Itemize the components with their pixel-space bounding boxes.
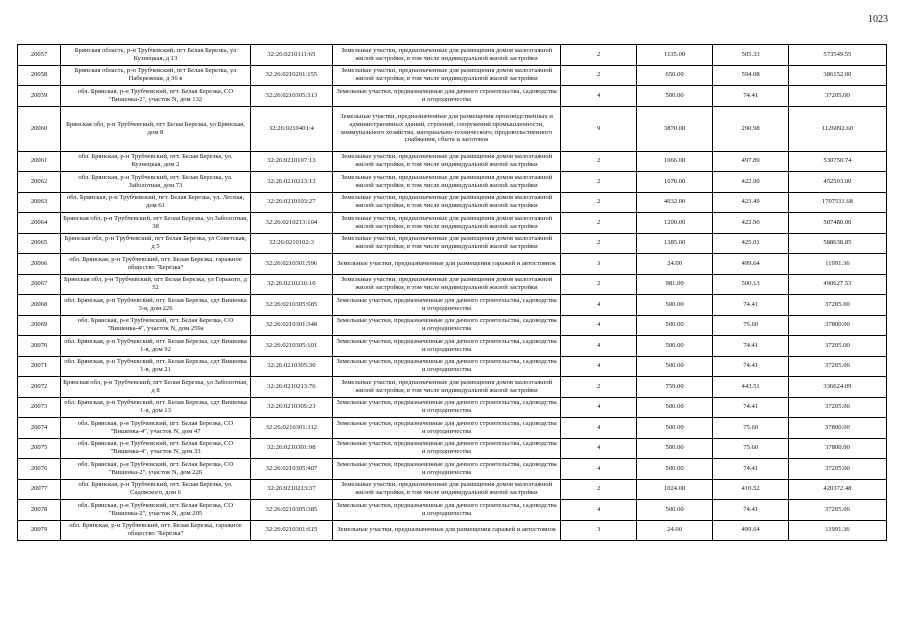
specific-value-cell: 75.60 (713, 438, 788, 459)
address-cell: Брянская обл, р-н Трубчевский, пгт Белая Березка, ул Советская, д 5 (61, 233, 251, 254)
use-group-cell: 2 (561, 479, 636, 500)
cadastral-value-cell: 11991.36 (788, 254, 886, 275)
specific-value-cell: 74.41 (713, 397, 788, 418)
row-number-cell: 20064 (18, 213, 61, 234)
cadastral-value-cell: 37800.00 (788, 418, 886, 439)
address-cell: обл. Брянская, р-н Трубчевский, пгт. Белая Березка, СО "Вишенка-4", участок N, дом 33 (61, 438, 251, 459)
use-group-cell: 3 (561, 520, 636, 541)
specific-value-cell: 75.60 (713, 418, 788, 439)
cadastral-number-cell: 32:26:0210305:385 (250, 500, 332, 521)
land-use-cell: Земельные участки, предназначенные для дачного строительства, садоводства и огородничества (332, 500, 561, 521)
table-row (18, 356, 887, 377)
use-group-cell: 2 (561, 172, 636, 193)
address-cell: обл. Брянская, р-н Трубчевский, пгт. Белая Березка, СО "Вишенка-2", участок N, дом 226 (61, 459, 251, 480)
address-cell: обл. Брянская, р-н Трубчевский, пгт. Белая Березка, СО "Вишенка-2", участок N, дом 205 (61, 500, 251, 521)
land-use-cell: Земельные участки, предназначенные для дачного строительства, садоводства и огородничества (332, 315, 561, 336)
use-group-cell: 2 (561, 151, 636, 172)
specific-value-cell: 497.89 (713, 151, 788, 172)
area-cell: 500.00 (636, 418, 713, 439)
land-use-cell: Земельные участки, предназначенные для размещения домов малоэтажной жилой застройки, в том числе индивидуальной жилой застройки (332, 233, 561, 254)
specific-value-cell: 425.01 (713, 233, 788, 254)
specific-value-cell: 410.52 (713, 479, 788, 500)
land-use-cell: Земельные участки, предназначенные для размещения домов малоэтажной жилой застройки, в том числе индивидуальной жилой застройки (332, 151, 561, 172)
use-group-cell: 4 (561, 315, 636, 336)
use-group-cell: 3 (561, 254, 636, 275)
area-cell: 24.00 (636, 254, 713, 275)
area-cell: 500.00 (636, 356, 713, 377)
area-cell: 500.00 (636, 500, 713, 521)
row-number-cell: 20061 (18, 151, 61, 172)
use-group-cell: 4 (561, 418, 636, 439)
address-cell: обл. Брянская, р-н Трубчевский, пгт. Белая Березка, сдт Вишенка 1-я, дом 92 (61, 336, 251, 357)
land-use-cell: Земельные участки, предназначенные для дачного строительства, садоводства и огородничества (332, 418, 561, 439)
row-number-cell: 20068 (18, 295, 61, 316)
land-use-cell: Земельные участки, предназначенные для размещения домов малоэтажной жилой застройки, в том числе индивидуальной жилой застройки (332, 479, 561, 500)
address-cell: обл. Брянская, р-н Трубчевский, пгт. Белая Березка, ул. Заболотная, дом 73 (61, 172, 251, 193)
cadastral-value-cell: 336624.09 (788, 377, 886, 398)
table-row (18, 192, 887, 213)
cadastral-value-cell: 530750.74 (788, 151, 886, 172)
specific-value-cell: 422.90 (713, 213, 788, 234)
table-row (18, 233, 887, 254)
table-body (18, 45, 887, 541)
specific-value-cell: 74.41 (713, 86, 788, 107)
use-group-cell: 2 (561, 192, 636, 213)
row-number-cell: 20058 (18, 65, 61, 86)
land-use-cell: Земельные участки, предназначенные для размещения производственных и административных зданий, строений, сооружений промышленности, коммунального хозяйства, материально-технического, продовольственного снабжения, сбыта и заготовок (332, 106, 561, 151)
address-cell: обл. Брянская, р-н Трубчевский, пгт. Белая Березка, сдт Вишенка 1-я, дом 13 (61, 397, 251, 418)
table-row (18, 106, 887, 151)
use-group-cell: 2 (561, 213, 636, 234)
land-use-cell: Земельные участки, предназначенные для дачного строительства, садоводства и огородничества (332, 397, 561, 418)
area-cell: 500.00 (636, 86, 713, 107)
area-cell: 650.00 (636, 65, 713, 86)
cadastral-value-cell: 37205.00 (788, 336, 886, 357)
cadastral-value-cell: 37800.00 (788, 438, 886, 459)
specific-value-cell: 74.41 (713, 356, 788, 377)
use-group-cell: 4 (561, 295, 636, 316)
address-cell: обл. Брянская, р-н Трубчевский, пгт. Белая Березка, сдт Вишенка 1-я, дом 21 (61, 356, 251, 377)
area-cell: 500.00 (636, 336, 713, 357)
address-cell: обл. Брянская, р-н Трубчевский, пгт. Белая Березка, ул. Лесная, дом 61 (61, 192, 251, 213)
table-row (18, 315, 887, 336)
use-group-cell: 4 (561, 438, 636, 459)
row-number-cell: 20073 (18, 397, 61, 418)
specific-value-cell: 594.08 (713, 65, 788, 86)
specific-value-cell: 443.51 (713, 377, 788, 398)
table-row (18, 377, 887, 398)
use-group-cell: 4 (561, 500, 636, 521)
use-group-cell: 4 (561, 336, 636, 357)
address-cell: Брянская обл, р-н Трубчевский, пгт Белая Березка, ул Брянская, дом 8 (61, 106, 251, 151)
area-cell: 24.00 (636, 520, 713, 541)
address-cell: обл. Брянская, р-н Трубчевский, пгт. Белая Березка, гаражное общество "Берёзка" (61, 254, 251, 275)
row-number-cell: 20076 (18, 459, 61, 480)
specific-value-cell: 74.41 (713, 500, 788, 521)
cadastral-value-table (17, 44, 887, 541)
area-cell: 500.00 (636, 295, 713, 316)
table-row (18, 397, 887, 418)
cadastral-value-cell: 573549.55 (788, 45, 886, 66)
land-use-cell: Земельные участки, предназначенные для дачного строительства, садоводства и огородничества (332, 356, 561, 377)
area-cell: 3870.00 (636, 106, 713, 151)
table-row (18, 172, 887, 193)
cadastral-value-cell: 11991.36 (788, 520, 886, 541)
cadastral-number-cell: 32:26:0210305:685 (250, 295, 332, 316)
cadastral-number-cell: 32:26:0210305:101 (250, 336, 332, 357)
row-number-cell: 20063 (18, 192, 61, 213)
cadastral-number-cell: 32:26:0210301:112 (250, 418, 332, 439)
use-group-cell: 2 (561, 65, 636, 86)
row-number-cell: 20057 (18, 45, 61, 66)
row-number-cell: 20079 (18, 520, 61, 541)
cadastral-number-cell: 32:26:0210201:155 (250, 65, 332, 86)
cadastral-number-cell: 32:26:0210213:76 (250, 377, 332, 398)
cadastral-value-cell: 1126092.60 (788, 106, 886, 151)
cadastral-number-cell: 32:26:0210103:27 (250, 192, 332, 213)
land-use-cell: Земельные участки, предназначенные для размещения домов малоэтажной жилой застройки, в том числе индивидуальной жилой застройки (332, 377, 561, 398)
cadastral-number-cell: 32:26:0210301:98 (250, 438, 332, 459)
table-row (18, 295, 887, 316)
row-number-cell: 20069 (18, 315, 61, 336)
table-row (18, 336, 887, 357)
table-row (18, 520, 887, 541)
table-row (18, 418, 887, 439)
area-cell: 500.00 (636, 438, 713, 459)
cadastral-value-cell: 37800.00 (788, 315, 886, 336)
use-group-cell: 4 (561, 356, 636, 377)
cadastral-number-cell: 32:26:0210216:10 (250, 274, 332, 295)
row-number-cell: 20075 (18, 438, 61, 459)
address-cell: обл. Брянская, р-н Трубчевский, пгт. Белая Березка, СО "Вишенка-4", участок N, дом 259а (61, 315, 251, 336)
row-number-cell: 20078 (18, 500, 61, 521)
cadastral-value-cell: 1707511.68 (788, 192, 886, 213)
use-group-cell: 2 (561, 274, 636, 295)
cadastral-number-cell: 32:26:0210301:596 (250, 254, 332, 275)
use-group-cell: 2 (561, 377, 636, 398)
land-use-cell: Земельные участки, предназначенные для размещения домов малоэтажной жилой застройки, в том числе индивидуальной жилой застройки (332, 213, 561, 234)
area-cell: 1200.00 (636, 213, 713, 234)
table-row (18, 65, 887, 86)
row-number-cell: 20072 (18, 377, 61, 398)
specific-value-cell: 74.41 (713, 459, 788, 480)
address-cell: обл. Брянская, р-н Трубчевский, пгт. Белая Березка, СО "Вишенка-4", участок N, дом 47 (61, 418, 251, 439)
cadastral-number-cell: 32:26:0210305:407 (250, 459, 332, 480)
table-row (18, 254, 887, 275)
specific-value-cell: 499.64 (713, 254, 788, 275)
row-number-cell: 20059 (18, 86, 61, 107)
area-cell: 1070.00 (636, 172, 713, 193)
area-cell: 981.00 (636, 274, 713, 295)
cadastral-value-cell: 507480.00 (788, 213, 886, 234)
row-number-cell: 20062 (18, 172, 61, 193)
table-row (18, 86, 887, 107)
address-cell: обл. Брянская, р-н Трубчевский, пгт. Белая Березка, ул. Садовского, дом 6 (61, 479, 251, 500)
cadastral-number-cell: 32:26:0210301:348 (250, 315, 332, 336)
area-cell: 4032.00 (636, 192, 713, 213)
specific-value-cell: 500.13 (713, 274, 788, 295)
use-group-cell: 4 (561, 86, 636, 107)
address-cell: Брянская обл, р-н Трубчевский, пгт Белая Березка, ул Заболотная, д 8 (61, 377, 251, 398)
table-row (18, 213, 887, 234)
use-group-cell: 2 (561, 233, 636, 254)
table-row (18, 479, 887, 500)
cadastral-value-cell: 588638.85 (788, 233, 886, 254)
address-cell: обл. Брянская, р-н Трубчевский, пгт. Белая Березка, гаражное общество "Берёзка" (61, 520, 251, 541)
land-use-cell: Земельные участки, предназначенные для дачного строительства, садоводства и огородничества (332, 336, 561, 357)
specific-value-cell: 423.49 (713, 192, 788, 213)
row-number-cell: 20065 (18, 233, 61, 254)
row-number-cell: 20071 (18, 356, 61, 377)
row-number-cell: 20077 (18, 479, 61, 500)
cadastral-value-cell: 37205.00 (788, 86, 886, 107)
specific-value-cell: 74.41 (713, 295, 788, 316)
row-number-cell: 20066 (18, 254, 61, 275)
land-use-cell: Земельные участки, предназначенные для дачного строительства, садоводства и огородничества (332, 86, 561, 107)
address-cell: Брянская обл, р-н Трубчевский, пгт Белая Березка, ул Заболотная, 38 (61, 213, 251, 234)
table-row (18, 438, 887, 459)
row-number-cell: 20070 (18, 336, 61, 357)
cadastral-value-cell: 386152.00 (788, 65, 886, 86)
specific-value-cell: 74.41 (713, 336, 788, 357)
area-cell: 1066.00 (636, 151, 713, 172)
land-use-cell: Земельные участки, предназначенные для дачного строительства, садоводства и огородничества (332, 438, 561, 459)
cadastral-number-cell: 32:26:0210401:4 (250, 106, 332, 151)
cadastral-number-cell: 32:26:0210305:313 (250, 86, 332, 107)
area-cell: 1135.00 (636, 45, 713, 66)
address-cell: Брянская область, р-н Трубчевский, пгт Белая Березка, ул Кузнецкая, д 13 (61, 45, 251, 66)
address-cell: обл. Брянская, р-н Трубчевский, пгт. Белая Березка, ул. Кузнецкая, дом 2 (61, 151, 251, 172)
cadastral-number-cell: 32:26:0210213:104 (250, 213, 332, 234)
address-cell: обл. Брянская, р-н Трубчевский, пгт. Белая Березка, сдт Вишенка 3-я, дом 226 (61, 295, 251, 316)
table-row (18, 151, 887, 172)
table-row (18, 500, 887, 521)
cadastral-number-cell: 32:26:0210213:37 (250, 479, 332, 500)
row-number-cell: 20067 (18, 274, 61, 295)
area-cell: 759.00 (636, 377, 713, 398)
use-group-cell: 2 (561, 45, 636, 66)
cadastral-number-cell: 32:26:0210102:3 (250, 233, 332, 254)
land-use-cell: Земельные участки, предназначенные для дачного строительства, садоводства и огородничества (332, 295, 561, 316)
cadastral-number-cell: 32:26:0210213:13 (250, 172, 332, 193)
land-use-cell: Земельные участки, предназначенные для размещения домов малоэтажной жилой застройки, в том числе индивидуальной жилой застройки (332, 274, 561, 295)
use-group-cell: 9 (561, 106, 636, 151)
cadastral-value-cell: 37205.00 (788, 397, 886, 418)
specific-value-cell: 290.98 (713, 106, 788, 151)
land-use-cell: Земельные участки, предназначенные для дачного строительства, садоводства и огородничества (332, 459, 561, 480)
area-cell: 1024.00 (636, 479, 713, 500)
cadastral-value-cell: 452503.00 (788, 172, 886, 193)
cadastral-number-cell: 32:26:0210107:13 (250, 151, 332, 172)
row-number-cell: 20074 (18, 418, 61, 439)
land-use-cell: Земельные участки, предназначенные для размещения домов малоэтажной жилой застройки, в том числе индивидуальной жилой застройки (332, 172, 561, 193)
use-group-cell: 4 (561, 459, 636, 480)
address-cell: обл. Брянская, р-н Трубчевский, пгт. Белая Березка, СО "Вишенка-2", участок N, дом 132 (61, 86, 251, 107)
cadastral-number-cell: 32:26:0210111:65 (250, 45, 332, 66)
cadastral-value-cell: 37205.00 (788, 500, 886, 521)
area-cell: 500.00 (636, 397, 713, 418)
cadastral-number-cell: 32:26:0210305:30 (250, 356, 332, 377)
land-use-cell: Земельные участки, предназначенные для размещения домов малоэтажной жилой застройки, в том числе индивидуальной жилой застройки (332, 192, 561, 213)
land-use-cell: Земельные участки, предназначенные для размещения гаражей и автостоянок (332, 254, 561, 275)
specific-value-cell: 499.64 (713, 520, 788, 541)
table-row (18, 459, 887, 480)
land-use-cell: Земельные участки, предназначенные для размещения домов малоэтажной жилой застройки, в том числе индивидуальной жилой застройки (332, 65, 561, 86)
area-cell: 500.00 (636, 459, 713, 480)
area-cell: 1385.00 (636, 233, 713, 254)
table-row (18, 45, 887, 66)
land-use-cell: Земельные участки, предназначенные для размещения домов малоэтажной жилой застройки, в том числе индивидуальной жилой застройки (332, 45, 561, 66)
row-number-cell: 20060 (18, 106, 61, 151)
cadastral-value-cell: 37205.00 (788, 295, 886, 316)
cadastral-number-cell: 32:26:0210305:23 (250, 397, 332, 418)
cadastral-value-cell: 490627.53 (788, 274, 886, 295)
specific-value-cell: 75.60 (713, 315, 788, 336)
cadastral-value-cell: 37205.00 (788, 356, 886, 377)
cadastral-value-cell: 420372.48 (788, 479, 886, 500)
cadastral-value-cell: 37205.00 (788, 459, 886, 480)
page-number: 1023 (868, 14, 888, 25)
specific-value-cell: 505.33 (713, 45, 788, 66)
land-use-cell: Земельные участки, предназначенные для размещения гаражей и автостоянок (332, 520, 561, 541)
use-group-cell: 4 (561, 397, 636, 418)
table-row (18, 274, 887, 295)
address-cell: Брянская область, р-н Трубчевский, пгт Белая Березка, ул Набережная, д 36 в (61, 65, 251, 86)
specific-value-cell: 422.90 (713, 172, 788, 193)
cadastral-number-cell: 32:26:0210301:615 (250, 520, 332, 541)
address-cell: Брянская обл, р-н Трубчевский, пгт Белая Березка, ул Горького, д 52 (61, 274, 251, 295)
area-cell: 500.00 (636, 315, 713, 336)
